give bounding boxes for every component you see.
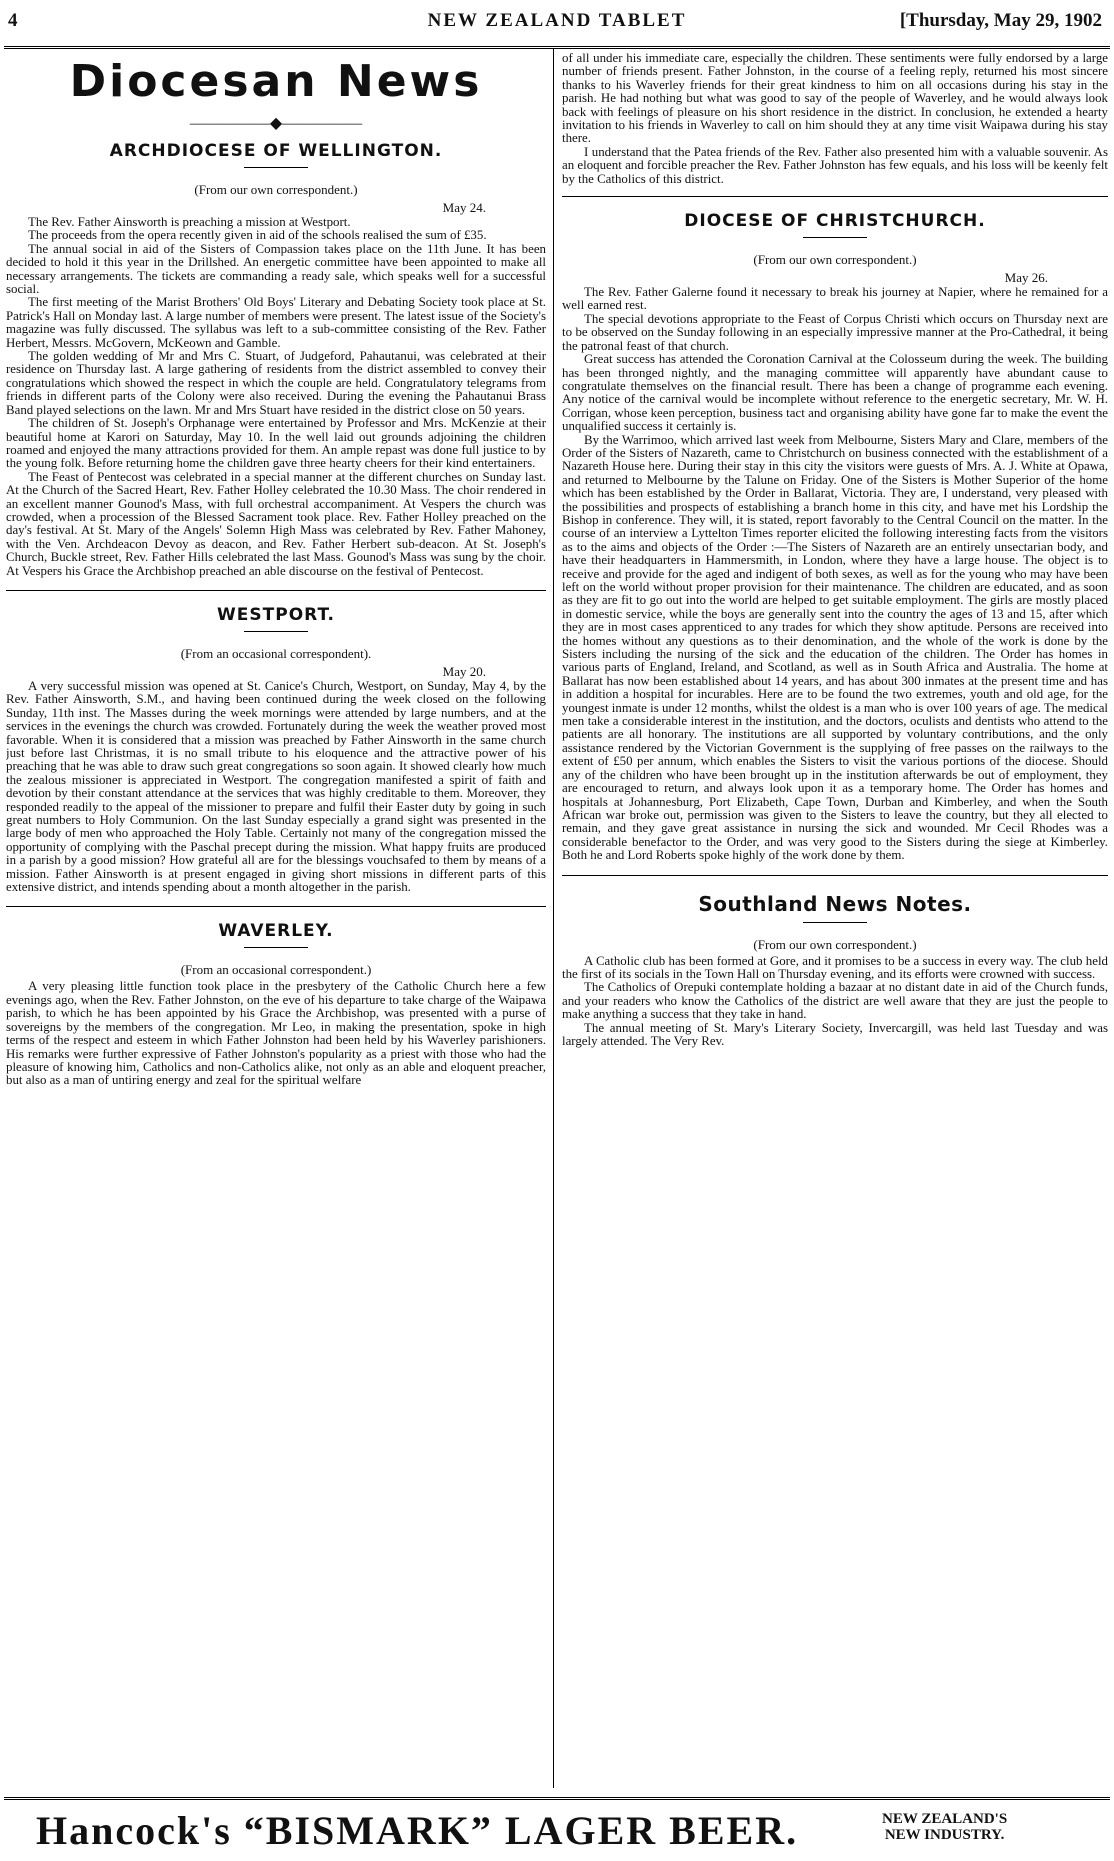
heading-diocese-christchurch: DIOCESE OF CHRISTCHURCH. <box>684 211 986 232</box>
footer-rule <box>4 1797 1110 1800</box>
paragraph: The proceeds from the opera recently given in aid of the schools realised the sum of £35. <box>28 228 487 243</box>
page-header <box>0 8 1114 42</box>
section-rule <box>562 875 1108 876</box>
paragraph: The special devotions appropriate to the Feast of Corpus Christi which occurs on Thursday next are to be observed on the Sunday following in an especially impressive manner at the Pro-Cathedral, it being the patronal feast of that church. <box>562 311 1108 353</box>
paragraph: I understand that the Patea friends of the Rev. Father also presented him with a valuable souvenir. As an eloquent and forcible preacher the Rev. Father Johnston has few equals, and his loss will be keenly felt by the Catholics of this district. <box>562 144 1108 186</box>
advert-tagline-line: NEW INDUSTRY. <box>884 1827 1005 1843</box>
paragraph: Great success has attended the Coronation Carnival at the Colosseum during the week. The building has been thronged nightly, and the managing committee will apparently have abundant cause to congratulate themselves on the financial result. There has been a change of programme each evening. Any notice of the carnival would be incomplete without reference to the energetic secretary, Mr. W. H. Corrigan, whose keen perception, business tact and organising ability have gone far to make the event the unqualified success it certainly is. <box>562 352 1108 434</box>
section-rule <box>6 906 546 907</box>
publication-title: NEW ZEALAND TABLET <box>427 10 687 31</box>
short-rule <box>803 237 867 238</box>
paragraph: A Catholic club has been formed at Gore, and it promises to be a success in every way. The club held the first of its socials in the Town Hall on Thursday evening, and its efforts were crowned with success. <box>562 953 1108 981</box>
correspondent-line: (From an occasional correspondent.) <box>180 962 372 978</box>
short-rule <box>244 167 308 168</box>
paragraph: The Catholics of Orepuki contemplate holding a bazaar at no distant date in aid of the Church funds, and your readers who know the Catholics of the district are well aware that they are just the people to make anything a success that they take in hand. <box>562 980 1108 1022</box>
paragraph: The golden wedding of Mr and Mrs C. Stuart, of Judgeford, Pahautanui, was celebrated at their residence on Thursday last. A large gathering of residents from the district assembled to convey their congratulations which showed the respect in which the couple are held. Congratulatory telegrams from friends in different parts of the Colony were also received. During the evening the Pahautanui Brass Band played selections on the lawn. Mr and Mrs Stuart have resided in the district close on 50 years. <box>6 349 546 417</box>
correspondent-line: (From an occasional correspondent). <box>180 645 372 661</box>
paragraph: of all under his immediate care, especially the children. These sentiments were fully endorsed by a large number of friends present. Father Johnston, in the course of a feeling reply, returned his most sincere thanks to his Waverley friends for their great kindness to him on all occasions during his stay in the parish. He had nothing but what was good to say of the people of Waverley, and he would always look back with feelings of pleasure on his short residence in the district. In conclusion, he extended a hearty invitation to his friends in Waverley to call on him should they at any time visit Waipawa during his stay there. <box>562 52 1108 146</box>
advert-tagline <box>882 1811 1007 1843</box>
short-rule <box>244 631 308 632</box>
column-divider <box>553 48 554 1788</box>
correspondent-line: (From our own correspondent.) <box>753 936 917 952</box>
ornament-rule: —————◆————— <box>189 115 363 132</box>
paragraph: The first meeting of the Marist Brothers' Old Boys' Literary and Debating Society took place at St. Patrick's Hall on Monday last. A large number of members were present. The latest issue of the Society's magazine was fully discussed. The syllabus was left to a sub-committee consisting of the Rev. Father Herbert, Messrs. McGovern, McKeown and Gamble. <box>6 295 546 350</box>
dateline: May 24. <box>442 200 486 215</box>
heading-westport: WESTPORT. <box>217 604 335 625</box>
issue-date: [Thursday, May 29, 1902 <box>899 10 1102 31</box>
paragraph: A very successful mission was opened at St. Canice's Church, Westport, on Sunday, May 4, by the Rev. Father Ainsworth, S.M., and having been continued during the week closed on the following Sunday, 11th inst. The Masses during the week mornings were attended by large numbers, and at the services in the evenings the church was crowded. Fortunately during the week the weather proved most favorable. When it is considered that a mission was preached by Father Ainsworth in the same church just before last Christmas, it is no small tribute to his eloquence and the attractive power of his preaching that he was able to draw such great congregations so soon again. It showed clearly how much the zealous missioner is appreciated in Westport. The congregation manifested a spirit of faith and devotion by their constant attendance at the services that was highly creditable to them. Moreover, they responded readily to the appeal of the missioner to prepare and fulfil their Easter duty by going in such great numbers to Holy Communion. On the last Sunday especially a grand sight was presented in the large body of men who approached the Holy Table. Certainly not many of the congregation missed the opportunity of complying with the Paschal precept during the mission. What happy fruits are produced in a parish by a good mission? How grateful all are for the blessings vouchsafed to them by means of a mission. Father Ainsworth is at present engaged in giving short missions in different parts of this extensive district, and intends spending about a month altogether in the parish. <box>6 678 546 895</box>
section-rule <box>6 590 546 591</box>
masthead-diocesan-news: Diocesan News <box>69 56 483 107</box>
short-rule <box>244 947 308 948</box>
advert-headline: Hancock's “BISMARK” LAGER BEER. <box>36 1808 799 1853</box>
dateline: May 26. <box>1004 270 1048 286</box>
dateline: May 20. <box>442 663 486 679</box>
paragraph: A very pleasing little function took place in the presbytery of the Catholic Church here a few evenings ago, when the Rev. Father Johnston, on the eve of his departure to take charge of the Waipawa parish, to which he has been appointed by his Grace the Archbishop, was presented with a purse of sovereigns by the members of the congregation. Mr Leo, in making the presentation, spoke in high terms of the respect and esteem in which Father Johnston had been held by his Waverley parishioners. His remarks were further expressive of Father Johnston's popularity as a priest with those who had the pleasure of knowing him, Catholics and non-Catholics alike, not only as an able and eloquent preacher, but also as a man of untiring energy and zeal for the spiritual welfare <box>6 979 546 1088</box>
section-rule <box>562 196 1108 197</box>
correspondent-line: (From our own correspondent.) <box>194 182 358 197</box>
paragraph: The Rev. Father Galerne found it necessary to break his journey at Napier, where he remained for a well earned rest. <box>562 285 1108 313</box>
paragraph: The annual meeting of St. Mary's Literary Society, Invercargill, was held last Tuesday and was largely attended. The Very Rev. <box>562 1020 1108 1048</box>
paragraph: The Rev. Father Ainsworth is preaching a mission at Westport. <box>28 215 351 229</box>
paragraph: The children of St. Joseph's Orphanage were entertained by Professor and Mrs. McKenzie at their beautiful home at Karori on Saturday, May 10. In the well laid out grounds adjoining the children roamed and enjoyed the many attractions provided for them. An ample repast was done full justice to by the young folk. Before returning home the children gave three hearty cheers for their kind entertainers. <box>6 416 546 471</box>
heading-southland-news-notes: Southland News Notes. <box>698 891 972 916</box>
paragraph: By the Warrimoo, which arrived last week from Melbourne, Sisters Mary and Clare, members of the Order of the Sisters of Nazareth, came to Christchurch on business connected with the establishment of a Nazareth House here. During their stay in this city the visitors were guests of Mrs. A. J. White at Opawa, and returned to Melbourne by the Talune on Friday. One of the Sisters is Mother Superior of the home which has been established by the Order in Ballarat, Victoria. They are, I understand, very pleased with the possibilities and prospects of establishing a branch home in this city, and have met his Lordship the Bishop in conference. They will, it is stated, report favorably to the Central Council on the matter. In the course of an interview a Lyttelton Times reporter elicited the following interesting facts from the visitors as to the aims and objects of the Order :—The Sisters of Nazareth are an entirely unsectarian body, and have their headquarters in Hammersmith, in London, where they have a large house. The object is to receive and provide for the aged and indigent of both sexes, as well as for the young who may have been left on the world without proper provision for their maintenance. The children are educated, and as soon as they are fit to go out into the world are helped to get suitable employment. The girls are mostly placed in domestic service, while the boys are generally sent into the country the ages of 13 and 15, after which they are in most cases apprenticed to any trades for which they show aptitude. Persons are received into the homes without any questions as to their denomination, and the whole of the work is done by the Sisters including the nursing of the sick and the education of the children. The Order has homes in various parts of England, Ireland, and Scotland, as well as in South Africa and Australia. The home at Ballarat has now been established about 14 years, and has about 300 inmates at the present time and has in addition a hospital for incurables. Here are to be found the two extremes, youth and old age, for the youngest inmate is under 12 months, whilst the oldest is a man who is over 100 years of age. The medical men take a considerable interest in the institution, and the doctors, oculists and dentists who attend to the patients are all honorary. The institutions are all supported by voluntary contributions, and the only assistance rendered by the Victorian Government is the supplying of free passes on the railways to the extent of £50 per annum, which enables the Sisters to visit the various portions of the diocese. Should any of the children who have been brought up in the institution afterwards be out of employment, they are encouraged to return, and always look upon it as a temporary home. The Order has homes and hospitals at Johannesburg, Port Elizabeth, Cape Town, Durban and Kimberley, and when the South African war broke out, permission was given to the Sisters to leave the country, but they all elected to remain, and they gave great assistance in nursing the sick and wounded. Mr Cecil Rhodes was a considerable benefactor to the Order, and was very good to the Sisters during the siege at Kimberley. Both he and Lord Roberts spoke highly of the work done by them. <box>562 432 1108 863</box>
footer-advertisement <box>0 1797 1114 1861</box>
heading-waverley: WAVERLEY. <box>218 921 334 942</box>
advert-tagline-line: NEW ZEALAND'S <box>882 1811 1008 1827</box>
right-column <box>562 52 1108 1790</box>
paragraph: The Feast of Pentecost was celebrated in a special manner at the different churches on Sunday last. At the Church of the Sacred Heart, Rev. Father Holley celebrated the 10.30 Mass. The choir rendered in an excellent manner Gounod's Mass, with full orchestral accompaniment. At Vespers the church was crowded, when a procession of the Blessed Sacrament took place. Rev. Father Holley preached on the day's festival. At St. Mary of the Angels' Solemn High Mass was celebrated by Rev. Father Mahoney, with the Ven. Archdeacon Devoy as deacon, and Rev. Father Herbert sub-deacon. At St. Joseph's Church, Buckle street, Rev. Father Hills celebrated the last Mass. Gounod's Mass was sung by the choir. At Vespers his Grace the Archbishop preached an able discourse on the festival of Pentecost. <box>6 469 546 578</box>
heading-archdiocese-wellington: ARCHDIOCESE OF WELLINGTON. <box>109 141 443 161</box>
page-number: 4 <box>8 10 18 31</box>
short-rule <box>803 922 867 923</box>
left-column <box>6 52 546 1790</box>
correspondent-line: (From our own correspondent.) <box>753 252 917 268</box>
paragraph: The annual social in aid of the Sisters of Compassion takes place on the 11th June. It has been decided to hold it this year in the Drillshed. An energetic committee have been appointed to make all necessary arrangements. The tickets are commanding a ready sale, which speaks well for a successful social. <box>6 241 546 297</box>
